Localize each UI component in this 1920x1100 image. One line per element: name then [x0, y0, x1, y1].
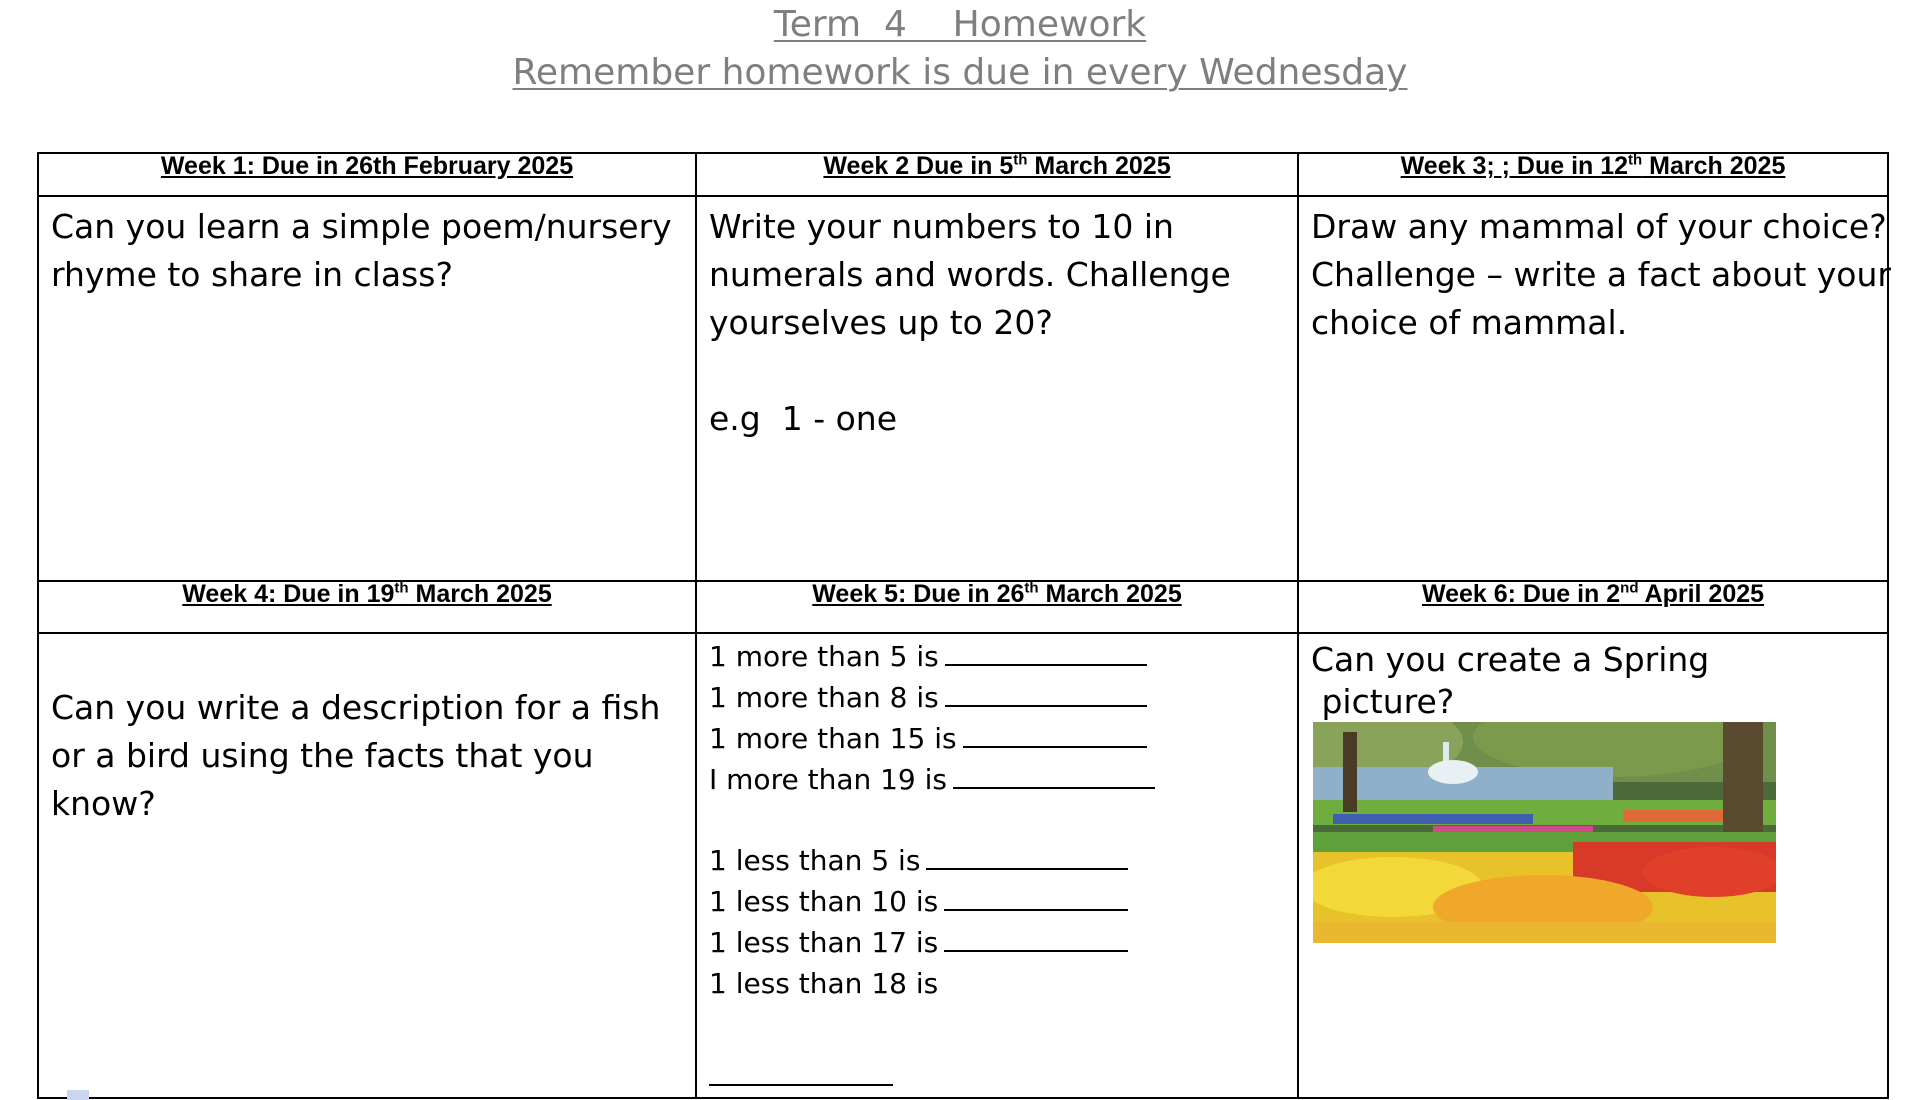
list-item: 1 more than 5 is — [709, 636, 1285, 677]
list-item: 1 less than 5 is — [709, 840, 1285, 881]
week-4-task — [38, 633, 696, 1098]
task-line: know? — [51, 784, 156, 823]
task-line: Can you write a description for a fish — [51, 688, 661, 727]
week-2-task — [696, 196, 1298, 581]
table-header-row — [38, 153, 1888, 196]
task-line: Write your numbers to 10 in — [709, 207, 1174, 246]
task-line: yourselves up to 20? — [709, 303, 1053, 342]
list-item: 1 less than 18 is — [709, 967, 939, 1000]
task-line: Draw any mammal of your choice? — [1311, 207, 1887, 246]
page-corner-mark — [67, 1090, 89, 1100]
week-5-heading: Week 5: Due in 26th March 2025 — [696, 581, 1298, 633]
week-2-heading: Week 2 Due in 5th March 2025 — [696, 153, 1298, 196]
spring-garden-picture — [1313, 722, 1776, 943]
list-item: 1 more than 15 is — [709, 718, 1285, 759]
week-1-task — [38, 196, 696, 581]
week-5-task — [696, 633, 1298, 1098]
table-row — [38, 633, 1888, 1098]
task-line: or a bird using the facts that you — [51, 736, 594, 775]
week-4-heading: Week 4: Due in 19th March 2025 — [38, 581, 696, 633]
week-6-task — [1298, 633, 1888, 1098]
task-line: Challenge – write a fact about your — [1311, 255, 1891, 294]
task-line: rhyme to share in class? — [51, 255, 453, 294]
week-1-heading: Week 1: Due in 26th February 2025 — [38, 153, 696, 196]
list-item: I more than 19 is — [709, 759, 1285, 800]
week-3-heading: Week 3; ; Due in 12th March 2025 — [1298, 153, 1888, 196]
task-line: numerals and words. Challenge — [709, 255, 1231, 294]
week-6-heading: Week 6: Due in 2nd April 2025 — [1298, 581, 1888, 633]
homework-table — [37, 152, 1889, 1099]
answer-blank — [709, 1058, 893, 1086]
table-row — [38, 196, 1888, 581]
example-line: e.g 1 - one — [709, 399, 898, 438]
task-line: picture? — [1311, 682, 1455, 721]
task-line: Can you learn a simple poem/nursery — [51, 207, 672, 246]
list-item: 1 less than 10 is — [709, 881, 1285, 922]
table-header-row — [38, 581, 1888, 633]
week-3-task — [1298, 196, 1891, 581]
task-line: choice of mammal. — [1311, 303, 1628, 342]
document-title: Term 4 Homework — [773, 4, 1147, 45]
document-subtitle: Remember homework is due in every Wednesday — [512, 52, 1408, 93]
list-item: 1 more than 8 is — [709, 677, 1285, 718]
list-item: 1 less than 17 is — [709, 922, 1285, 963]
task-line: Can you create a Spring — [1311, 640, 1710, 679]
